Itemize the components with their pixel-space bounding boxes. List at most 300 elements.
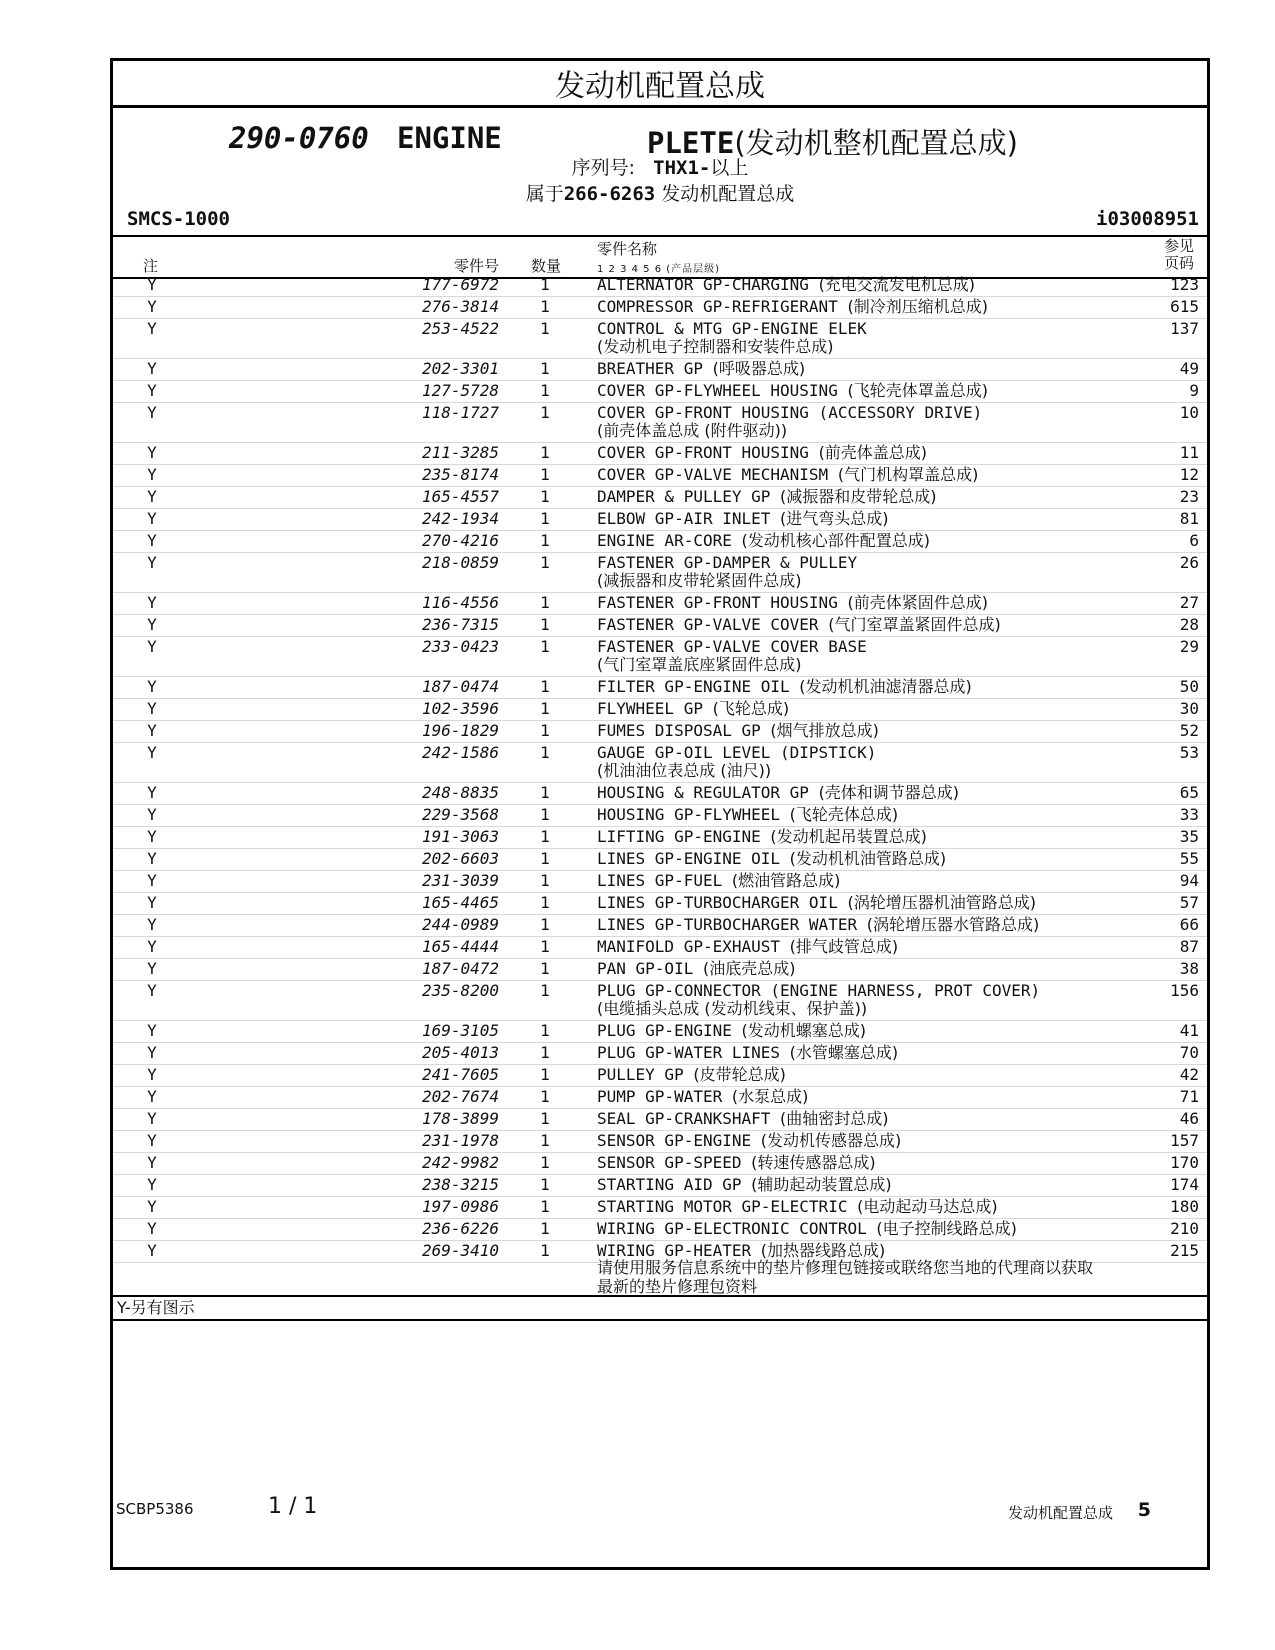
row-part-name	[597, 1044, 898, 1062]
table-row	[113, 743, 1207, 783]
row-name-chinese: (水管螺塞总成)	[789, 1043, 899, 1062]
row-part-number: 218-0859	[421, 553, 499, 572]
row-note: Y	[147, 553, 157, 572]
row-page-ref: 170	[1170, 1153, 1199, 1172]
row-note: Y	[147, 1109, 157, 1128]
row-page-ref: 38	[1179, 959, 1199, 978]
footer-doc-code: SCBP5386	[116, 1500, 194, 1518]
row-part-name	[597, 1220, 1017, 1238]
row-quantity: 1	[540, 637, 550, 656]
row-part-name	[597, 298, 988, 316]
table-row	[113, 959, 1207, 981]
row-note: Y	[147, 615, 157, 634]
row-name-english: COVER GP-VALVE MECHANISM	[597, 465, 829, 484]
row-note: Y	[147, 981, 157, 1000]
row-name-english: GAUGE GP-OIL LEVEL (DIPSTICK)	[597, 743, 877, 762]
row-name-english: STARTING MOTOR GP-ELECTRIC	[597, 1197, 848, 1216]
row-name-english: BREATHER GP	[597, 359, 703, 378]
table-row	[113, 1021, 1207, 1043]
table-row	[113, 1043, 1207, 1065]
row-part-name	[597, 532, 930, 550]
table-row	[113, 805, 1207, 827]
row-note: Y	[147, 509, 157, 528]
row-name-english: MANIFOLD GP-EXHAUST	[597, 937, 781, 956]
row-part-number: 127-5728	[421, 381, 499, 400]
header-page-ref: 参见 页码	[1163, 237, 1194, 272]
row-note: Y	[147, 593, 157, 612]
row-page-ref: 157	[1170, 1131, 1199, 1150]
row-name-chinese: (进气弯头总成)	[780, 509, 889, 528]
row-part-name	[597, 320, 867, 356]
serial-suffix: 以上	[710, 157, 749, 179]
row-name-chinese: (排气歧管总成)	[789, 937, 899, 956]
table-row	[113, 509, 1207, 531]
row-name-english: FASTENER GP-FRONT HOUSING	[597, 593, 838, 612]
row-name-english: LINES GP-ENGINE OIL	[597, 849, 781, 868]
table-row	[113, 937, 1207, 959]
row-name-chinese: (飞轮总成)	[712, 699, 790, 718]
row-part-number: 276-3814	[421, 297, 499, 316]
row-name-english: LIFTING GP-ENGINE	[597, 827, 761, 846]
table-row	[113, 593, 1207, 615]
row-name-english: SENSOR GP-ENGINE	[597, 1131, 752, 1150]
table-row	[113, 677, 1207, 699]
row-quantity: 1	[540, 871, 550, 890]
header-quantity: 数量	[531, 257, 562, 275]
row-part-name	[597, 1088, 808, 1106]
row-name-english: HOUSING & REGULATOR GP	[597, 783, 809, 802]
row-name-chinese: (制冷剂压缩机总成)	[847, 297, 988, 316]
row-quantity: 1	[540, 699, 550, 718]
row-name-chinese: (前壳体紧固件总成)	[847, 593, 988, 612]
row-part-name	[597, 444, 927, 462]
row-quantity: 1	[540, 1065, 550, 1084]
belongs-to-line	[113, 179, 1207, 206]
table-row	[113, 359, 1207, 381]
row-part-number: 169-3105	[421, 1021, 499, 1040]
row-part-name	[597, 960, 795, 978]
row-quantity: 1	[540, 1197, 550, 1216]
row-note: Y	[147, 743, 157, 762]
row-part-name	[597, 276, 975, 294]
table-row	[113, 615, 1207, 637]
row-quantity: 1	[540, 1241, 550, 1260]
row-part-name	[597, 616, 1001, 634]
row-name-chinese: (发动机机油管路总成)	[789, 849, 947, 868]
row-note: Y	[147, 1175, 157, 1194]
row-name-english: FASTENER GP-VALVE COVER BASE	[597, 637, 867, 656]
row-name-chinese: (涡轮增压器机油管路总成)	[847, 893, 1036, 912]
row-note: Y	[147, 443, 157, 462]
page-heading: 发动机配置总成	[113, 61, 1207, 108]
table-row	[113, 783, 1207, 805]
row-name-chinese: (皮带轮总成)	[693, 1065, 786, 1084]
illustration-id: i03008951	[1096, 208, 1199, 230]
row-quantity: 1	[540, 359, 550, 378]
row-part-number: 202-7674	[421, 1087, 499, 1106]
title-word-plete-text: PLETE	[647, 126, 735, 160]
table-header	[113, 235, 1207, 279]
row-quantity: 1	[540, 959, 550, 978]
row-part-number: 238-3215	[421, 1175, 499, 1194]
row-quantity: 1	[540, 593, 550, 612]
row-name-english: COVER GP-FRONT HOUSING (ACCESSORY DRIVE)	[597, 403, 983, 422]
table-row	[113, 487, 1207, 509]
table-row	[113, 443, 1207, 465]
row-name-english: PLUG GP-WATER LINES	[597, 1043, 781, 1062]
row-name-english: ALTERNATOR GP-CHARGING	[597, 275, 809, 294]
row-part-number: 235-8174	[421, 465, 499, 484]
row-name-chinese: (壳体和调节器总成)	[818, 783, 960, 802]
row-name-english: FASTENER GP-VALVE COVER	[597, 615, 819, 634]
table-row	[113, 297, 1207, 319]
row-part-name	[597, 404, 982, 440]
row-name-chinese: (前壳体盖总成)	[818, 443, 928, 462]
row-name-chinese: (水泵总成)	[731, 1087, 809, 1106]
table-row	[113, 1153, 1207, 1175]
row-part-name	[597, 1022, 866, 1040]
row-quantity: 1	[540, 1219, 550, 1238]
row-part-name	[597, 894, 1036, 912]
row-name-chinese: (发动机核心部件配置总成)	[741, 531, 930, 550]
row-part-number: 202-3301	[421, 359, 499, 378]
row-quantity: 1	[540, 915, 550, 934]
row-page-ref: 33	[1179, 805, 1199, 824]
row-quantity: 1	[540, 721, 550, 740]
row-name-english: PUMP GP-WATER	[597, 1087, 723, 1106]
row-page-ref: 50	[1179, 677, 1199, 696]
row-part-name	[597, 938, 898, 956]
footer-page-number: 5	[1137, 1499, 1151, 1521]
row-page-ref: 180	[1170, 1197, 1199, 1216]
row-part-name	[597, 678, 972, 696]
row-page-ref: 87	[1179, 937, 1199, 956]
footer-section-title: 发动机配置总成	[1007, 1504, 1113, 1522]
row-name-chinese: (气门机构罩盖总成)	[837, 465, 979, 484]
row-name-english: COVER GP-FLYWHEEL HOUSING	[597, 381, 838, 400]
table-row	[113, 1131, 1207, 1153]
row-note: Y	[147, 319, 157, 338]
smcs-code: SMCS-1000	[127, 208, 230, 230]
row-part-number: 118-1727	[421, 403, 499, 422]
row-page-ref: 215	[1170, 1241, 1199, 1260]
row-page-ref: 81	[1179, 509, 1199, 528]
row-quantity: 1	[540, 531, 550, 550]
row-page-ref: 30	[1179, 699, 1199, 718]
row-note: Y	[147, 783, 157, 802]
row-page-ref: 28	[1179, 615, 1199, 634]
table-row	[113, 1175, 1207, 1197]
row-page-ref: 57	[1179, 893, 1199, 912]
row-page-ref: 70	[1179, 1043, 1199, 1062]
row-page-ref: 615	[1170, 297, 1199, 316]
row-part-number: 187-0474	[421, 677, 499, 696]
row-note: Y	[147, 827, 157, 846]
row-note: Y	[147, 677, 157, 696]
row-name-english: COVER GP-FRONT HOUSING	[597, 443, 809, 462]
row-quantity: 1	[540, 1175, 550, 1194]
table-row	[113, 637, 1207, 677]
row-part-number: 165-4444	[421, 937, 499, 956]
row-name-second-line: (电缆插头总成 (发动机线束、保护盖))	[597, 999, 868, 1018]
row-name-english: SEAL GP-CRANKSHAFT	[597, 1109, 771, 1128]
legend: Y-另有图示	[113, 1295, 1207, 1321]
row-part-number: 229-3568	[421, 805, 499, 824]
row-quantity: 1	[540, 509, 550, 528]
row-name-chinese: (发动机传感器总成)	[760, 1131, 902, 1150]
row-note: Y	[147, 1065, 157, 1084]
row-part-name	[597, 850, 946, 868]
row-name-chinese: (转速传感器总成)	[751, 1153, 876, 1172]
row-note: Y	[147, 699, 157, 718]
row-note: Y	[147, 893, 157, 912]
row-name-chinese: (呼吸器总成)	[712, 359, 806, 378]
table-row	[113, 849, 1207, 871]
row-note: Y	[147, 381, 157, 400]
row-note: Y	[147, 465, 157, 484]
row-note: Y	[147, 1021, 157, 1040]
table-row	[113, 827, 1207, 849]
row-name-english: ENGINE AR-CORE	[597, 531, 732, 550]
row-note: Y	[147, 359, 157, 378]
row-quantity: 1	[540, 615, 550, 634]
page-frame	[110, 58, 1210, 1570]
row-name-english: FILTER GP-ENGINE OIL	[597, 677, 790, 696]
row-page-ref: 11	[1179, 443, 1199, 462]
row-part-name	[597, 594, 988, 612]
row-part-number: 235-8200	[421, 981, 499, 1000]
row-page-ref: 41	[1179, 1021, 1199, 1040]
row-part-name	[597, 382, 988, 400]
row-note: Y	[147, 1241, 157, 1260]
row-quantity: 1	[540, 553, 550, 572]
footnote: 请使用服务信息系统中的垫片修理包链接或联络您当地的代理商以获取最新的垫片修理包资料	[597, 1258, 1094, 1296]
row-quantity: 1	[540, 403, 550, 422]
row-part-name	[597, 828, 927, 846]
row-name-second-line: (发动机电子控制器和安装件总成)	[597, 337, 834, 356]
row-quantity: 1	[540, 981, 550, 1000]
row-part-number: 177-6972	[421, 275, 499, 294]
row-name-english: LINES GP-FUEL	[597, 871, 723, 890]
row-note: Y	[147, 959, 157, 978]
row-note: Y	[147, 1219, 157, 1238]
row-part-number: 270-4216	[421, 531, 499, 550]
row-quantity: 1	[540, 319, 550, 338]
row-part-number: 165-4465	[421, 893, 499, 912]
row-name-chinese: (加热器线路总成)	[760, 1241, 886, 1260]
row-page-ref: 9	[1189, 381, 1199, 400]
row-name-chinese: (减振器和皮带轮总成)	[780, 487, 937, 506]
serial-label: 序列号:	[571, 157, 636, 179]
row-quantity: 1	[540, 1109, 550, 1128]
row-name-english: PLUG GP-ENGINE	[597, 1021, 732, 1040]
row-note: Y	[147, 721, 157, 740]
row-part-number: 191-3063	[421, 827, 499, 846]
table-row	[113, 465, 1207, 487]
row-name-chinese: (电动起动马达总成)	[857, 1197, 998, 1216]
row-part-name	[597, 360, 805, 378]
row-page-ref: 55	[1179, 849, 1199, 868]
row-note: Y	[147, 403, 157, 422]
row-page-ref: 53	[1179, 743, 1199, 762]
row-part-name	[597, 1198, 998, 1216]
row-part-number: 196-1829	[421, 721, 499, 740]
table-row	[113, 381, 1207, 403]
belongs-part: 266-6263	[563, 183, 656, 205]
row-part-name	[597, 872, 840, 890]
row-page-ref: 46	[1179, 1109, 1199, 1128]
row-part-number: 241-7605	[421, 1065, 499, 1084]
table-row	[113, 721, 1207, 743]
row-part-number: 244-0989	[421, 915, 499, 934]
table-row	[113, 403, 1207, 443]
row-name-english: LINES GP-TURBOCHARGER OIL	[597, 893, 838, 912]
footer-page-count: 1 / 1	[268, 1494, 318, 1519]
row-page-ref: 65	[1179, 783, 1199, 802]
row-quantity: 1	[540, 443, 550, 462]
row-name-english: WIRING GP-ELECTRONIC CONTROL	[597, 1219, 867, 1238]
row-quantity: 1	[540, 275, 550, 294]
row-page-ref: 23	[1179, 487, 1199, 506]
row-quantity: 1	[540, 849, 550, 868]
row-page-ref: 210	[1170, 1219, 1199, 1238]
row-name-second-line: (机油油位表总成 (油尺))	[597, 761, 772, 780]
row-part-name	[597, 744, 876, 780]
row-name-chinese: (发动机螺塞总成)	[741, 1021, 866, 1040]
row-name-chinese: (油底壳总成)	[702, 959, 796, 978]
row-name-english: COMPRESSOR GP-REFRIGERANT	[597, 297, 838, 316]
row-quantity: 1	[540, 465, 550, 484]
row-part-number: 202-6603	[421, 849, 499, 868]
row-page-ref: 35	[1179, 827, 1199, 846]
row-part-number: 178-3899	[421, 1109, 499, 1128]
serial-number-line	[113, 153, 1207, 180]
row-note: Y	[147, 1043, 157, 1062]
row-note: Y	[147, 1153, 157, 1172]
table-row	[113, 871, 1207, 893]
row-page-ref: 94	[1179, 871, 1199, 890]
row-note: Y	[147, 937, 157, 956]
row-quantity: 1	[540, 1153, 550, 1172]
belongs-suffix: 发动机配置总成	[655, 183, 795, 205]
row-part-name	[597, 916, 1039, 934]
row-part-number: 236-6226	[421, 1219, 499, 1238]
row-note: Y	[147, 1131, 157, 1150]
row-note: Y	[147, 1197, 157, 1216]
row-quantity: 1	[540, 743, 550, 762]
header-part-name: 零件名称	[597, 240, 658, 258]
row-part-name	[597, 510, 889, 528]
row-name-chinese: (发动机起吊装置总成)	[770, 827, 927, 846]
row-part-name	[597, 784, 959, 802]
row-part-number: 231-3039	[421, 871, 499, 890]
row-quantity: 1	[540, 487, 550, 506]
row-name-chinese: (烟气排放总成)	[770, 721, 879, 740]
row-page-ref: 52	[1179, 721, 1199, 740]
row-part-name	[597, 1110, 889, 1128]
row-part-number: 242-1934	[421, 509, 499, 528]
row-page-ref: 66	[1179, 915, 1199, 934]
header-levels: 1 2 3 4 5 6 (产品层级)	[597, 264, 721, 275]
row-name-english: PLUG GP-CONNECTOR (ENGINE HARNESS, PROT COVER)	[597, 981, 1041, 1000]
row-quantity: 1	[540, 1043, 550, 1062]
row-part-name	[597, 1176, 892, 1194]
row-part-number: 236-7315	[421, 615, 499, 634]
row-name-chinese: (燃油管路总成)	[731, 871, 841, 890]
row-page-ref: 29	[1179, 637, 1199, 656]
row-quantity: 1	[540, 1021, 550, 1040]
table-row	[113, 1197, 1207, 1219]
row-part-number: 233-0423	[421, 637, 499, 656]
row-name-english: SENSOR GP-SPEED	[597, 1153, 742, 1172]
row-part-number: 165-4557	[421, 487, 499, 506]
row-quantity: 1	[540, 893, 550, 912]
row-part-name	[597, 722, 879, 740]
row-name-english: CONTROL & MTG GP-ENGINE ELEK	[597, 319, 867, 338]
serial-value: THX1-	[653, 157, 711, 179]
row-name-english: DAMPER & PULLEY GP	[597, 487, 771, 506]
row-name-english: FUMES DISPOSAL GP	[597, 721, 761, 740]
row-name-chinese: (涡轮增压器水管路总成)	[866, 915, 1040, 934]
table-row	[113, 1219, 1207, 1241]
row-name-english: ELBOW GP-AIR INLET	[597, 509, 771, 528]
row-part-number: 211-3285	[421, 443, 499, 462]
row-part-number: 205-4013	[421, 1043, 499, 1062]
row-page-ref: 26	[1179, 553, 1199, 572]
row-name-chinese: (辅助起动装置总成)	[751, 1175, 892, 1194]
row-name-chinese: (曲轴密封总成)	[780, 1109, 889, 1128]
row-quantity: 1	[540, 381, 550, 400]
row-name-english: WIRING GP-HEATER	[597, 1241, 752, 1260]
row-part-name	[597, 554, 857, 590]
row-page-ref: 12	[1179, 465, 1199, 484]
row-part-number: 242-1586	[421, 743, 499, 762]
row-name-english: STARTING AID GP	[597, 1175, 742, 1194]
header-part-number: 零件号	[453, 257, 499, 275]
table-row	[113, 915, 1207, 937]
row-name-english: FLYWHEEL GP	[597, 699, 703, 718]
row-quantity: 1	[540, 783, 550, 802]
row-note: Y	[147, 637, 157, 656]
row-note: Y	[147, 1087, 157, 1106]
row-part-number: 116-4556	[421, 593, 499, 612]
row-part-number: 269-3410	[421, 1241, 499, 1260]
row-note: Y	[147, 297, 157, 316]
row-part-number: 248-8835	[421, 783, 499, 802]
row-part-name	[597, 700, 789, 718]
row-note: Y	[147, 915, 157, 934]
row-part-name	[597, 638, 867, 674]
belongs-prefix: 属于	[525, 183, 564, 205]
row-quantity: 1	[540, 937, 550, 956]
row-note: Y	[147, 487, 157, 506]
row-name-second-line: (前壳体盖总成 (附件驱动))	[597, 421, 788, 440]
row-quantity: 1	[540, 805, 550, 824]
row-note: Y	[147, 531, 157, 550]
row-quantity: 1	[540, 297, 550, 316]
row-page-ref: 42	[1179, 1065, 1199, 1084]
row-page-ref: 137	[1170, 319, 1199, 338]
row-part-name	[597, 488, 937, 506]
table-row	[113, 893, 1207, 915]
row-page-ref: 6	[1189, 531, 1199, 550]
table-row	[113, 319, 1207, 359]
row-part-number: 102-3596	[421, 699, 499, 718]
row-name-chinese: (充电交流发电机总成)	[818, 275, 976, 294]
row-part-number: 187-0472	[421, 959, 499, 978]
row-part-name	[597, 806, 898, 824]
row-name-chinese: (气门室罩盖紧固件总成)	[828, 615, 1001, 634]
